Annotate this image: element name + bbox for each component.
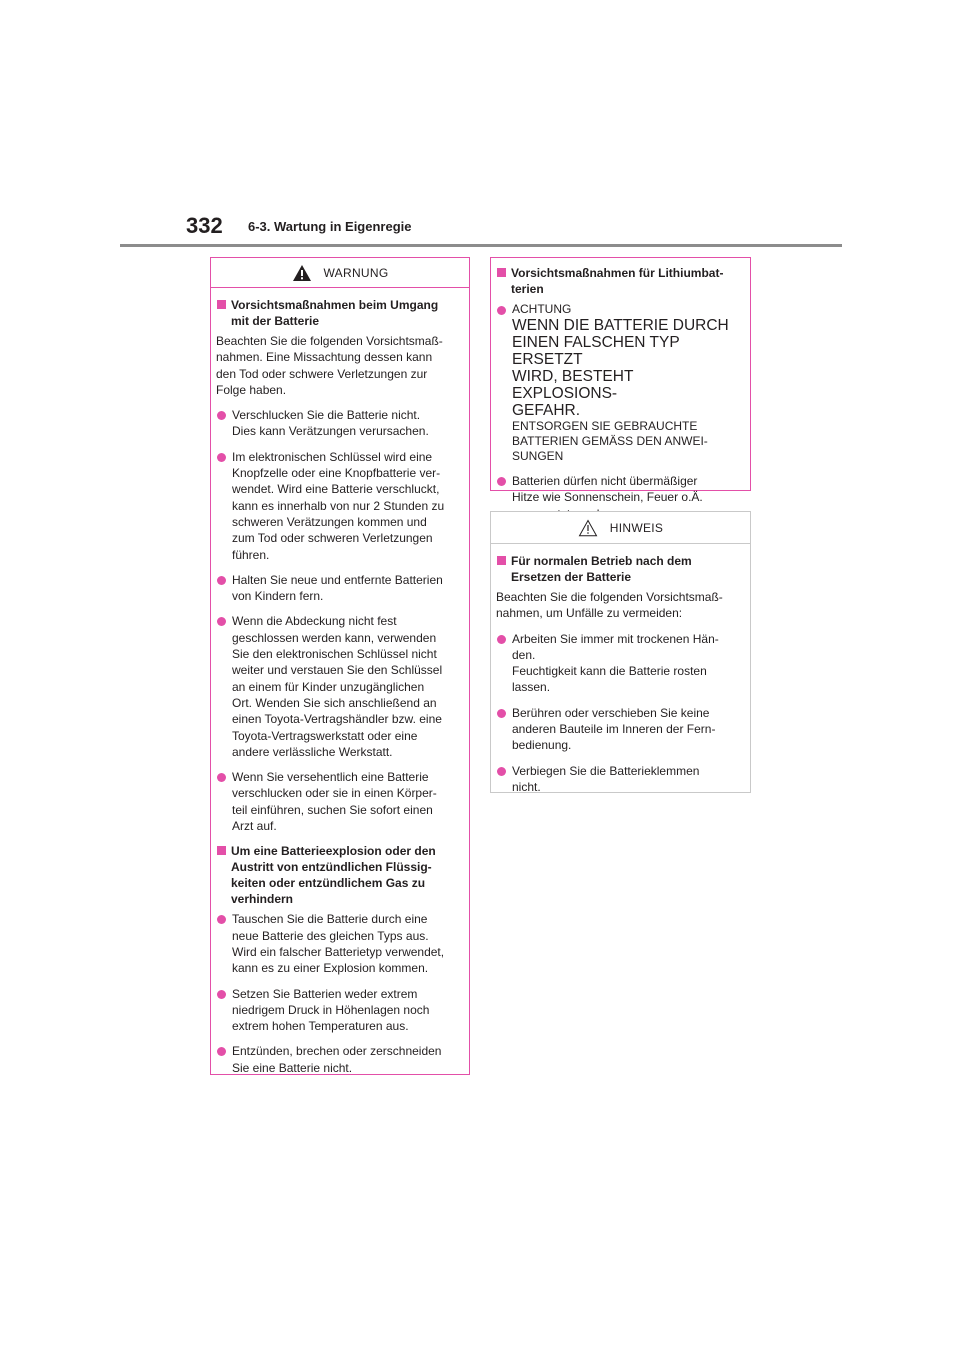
list-item [496, 302, 742, 464]
warning-box-header [211, 258, 469, 288]
list-item [216, 986, 461, 1035]
bullet-dot-icon [217, 411, 226, 420]
bullet-dot-icon [217, 576, 226, 585]
bullet-text: Verbiegen Sie die Batterieklemmen nicht. [512, 763, 700, 794]
warning-heading-explosion [216, 843, 461, 907]
bullet-dot-icon [497, 306, 506, 315]
heading-text: Vorsichtsmaßnahmen beim Umgang mit der Batterie [231, 298, 439, 328]
header-rule [120, 244, 842, 247]
caution-text [512, 302, 742, 464]
notice-box [490, 511, 751, 793]
bullet-text: Tauschen Sie die Batterie durch eine neue Batterie des gleichen Typs aus. Wird ein falscher Batterietyp verwendet, kann es zu einer Explosion kommen. [232, 912, 445, 976]
notice-triangle-icon [578, 519, 598, 537]
section-title: 6-3. Wartung in Eigenregie [248, 219, 412, 234]
bullet-text: Wenn die Abdeckung nicht fest geschlossen werden kann, verwenden Sie den elektronischen Schlüssel nicht weiter und verstauen Sie den Schlüssel an einem für Kinder unzugänglichen Ort. Wenden Sie sich anschließend an einen Toyota-Vertragshändler bzw. eine Toyota-Vertragswerkstatt oder eine andere verlässliche Werkstatt. [232, 614, 443, 759]
list-item [216, 407, 461, 440]
lithium-box [490, 257, 751, 505]
warning-triangle-icon [292, 264, 312, 282]
square-bullet-icon [217, 846, 226, 855]
bullet-dot-icon [217, 1047, 226, 1056]
list-item [496, 763, 742, 796]
square-bullet-icon [217, 300, 226, 309]
warning-title: WARNUNG [323, 265, 389, 280]
warning-heading-battery-handling [216, 297, 461, 329]
heading-text: Für normalen Betrieb nach dem Ersetzen der Batterie [511, 554, 692, 584]
bullet-dot-icon [217, 453, 226, 462]
heading-text: Vorsichtsmaßnahmen für Lithiumbat- terien [511, 266, 724, 296]
bullet-dot-icon [497, 767, 506, 776]
bullet-text: Entzünden, brechen oder zerschneiden Sie eine Batterie nicht. [232, 1044, 442, 1075]
square-bullet-icon [497, 556, 506, 565]
bullet-dot-icon [497, 709, 506, 718]
bullet-dot-icon [217, 773, 226, 782]
page-number: 332 [186, 213, 223, 238]
lithium-heading [496, 265, 742, 297]
caution-label: ACHTUNG [512, 302, 572, 316]
list-item [216, 613, 461, 760]
warning-box [210, 257, 470, 1075]
caution-dispose: ENTSORGEN SIE GEBRAUCHTE BATTERIEN GEMÄSS DEN ANWEI- SUNGEN [512, 419, 708, 463]
notice-title: HINWEIS [609, 520, 664, 535]
bullet-text: Batterien dürfen nicht übermäßiger Hitze wie Sonnenschein, Feuer o.Ä. [512, 474, 703, 505]
list-item [216, 769, 461, 834]
warning-intro: Beachten Sie die folgenden Vorsichtsmaß- nahmen. Eine Missachtung dessen kann den Tod oder schwere Verletzungen zur Folge haben. [216, 334, 443, 397]
bullet-text: Verschlucken Sie die Batterie nicht. Dies kann Verätzungen verursachen. [232, 408, 429, 439]
notice-box-header [491, 512, 750, 544]
bullet-dot-icon [497, 477, 506, 486]
list-item [496, 705, 742, 754]
list-item [216, 1043, 461, 1076]
bullet-text: Halten Sie neue und entfernte Batterien von Kindern fern. [232, 572, 443, 604]
bullet-text: Setzen Sie Batterien weder extrem niedrigem Druck in Höhenlagen noch extrem hohen Temperaturen aus. [232, 986, 430, 1034]
list-item [496, 631, 742, 696]
list-item [216, 572, 461, 605]
bullet-text: Arbeiten Sie immer mit trockenen Hän- den. Feuchtigkeit kann die Batterie rosten lassen. [512, 631, 719, 695]
bullet-dot-icon [497, 635, 506, 644]
bullet-dot-icon [217, 915, 226, 924]
notice-intro: Beachten Sie die folgenden Vorsichtsmaß- nahmen, um Unfälle zu vermeiden: [496, 590, 723, 621]
list-item [216, 911, 461, 976]
caution-main: WENN DIE BATTERIE DURCH EINEN FALSCHEN TYP ERSETZT WIRD, BESTEHT EXPLOSIONS- GEFAHR. [512, 317, 729, 419]
bullet-text: Berühren oder verschieben Sie keine anderen Bauteile im Inneren der Fern- bedienung. [512, 705, 716, 753]
bullet-text: Im elektronischen Schlüssel wird eine Knopfzelle oder eine Knopfbatterie ver- wendet. Wird eine Batterie verschluckt, kann es innerhalb von nur 2 Stunden zu schweren Verätzungen kommen und zum Tod oder schweren Verletzungen führen. [232, 449, 445, 562]
bullet-dot-icon [217, 617, 226, 626]
bullet-dot-icon [217, 990, 226, 999]
list-item [216, 449, 461, 563]
notice-heading [496, 553, 742, 585]
bullet-text: Wenn Sie versehentlich eine Batterie verschlucken oder sie in einen Körper- teil einführen, suchen Sie sofort einen Arzt auf. [232, 770, 437, 834]
square-bullet-icon [497, 268, 506, 277]
heading-text: Um eine Batterieexplosion oder den Austritt von entzündlichen Flüssig- keiten oder entzündlichem Gas zu verhindern [231, 844, 436, 907]
